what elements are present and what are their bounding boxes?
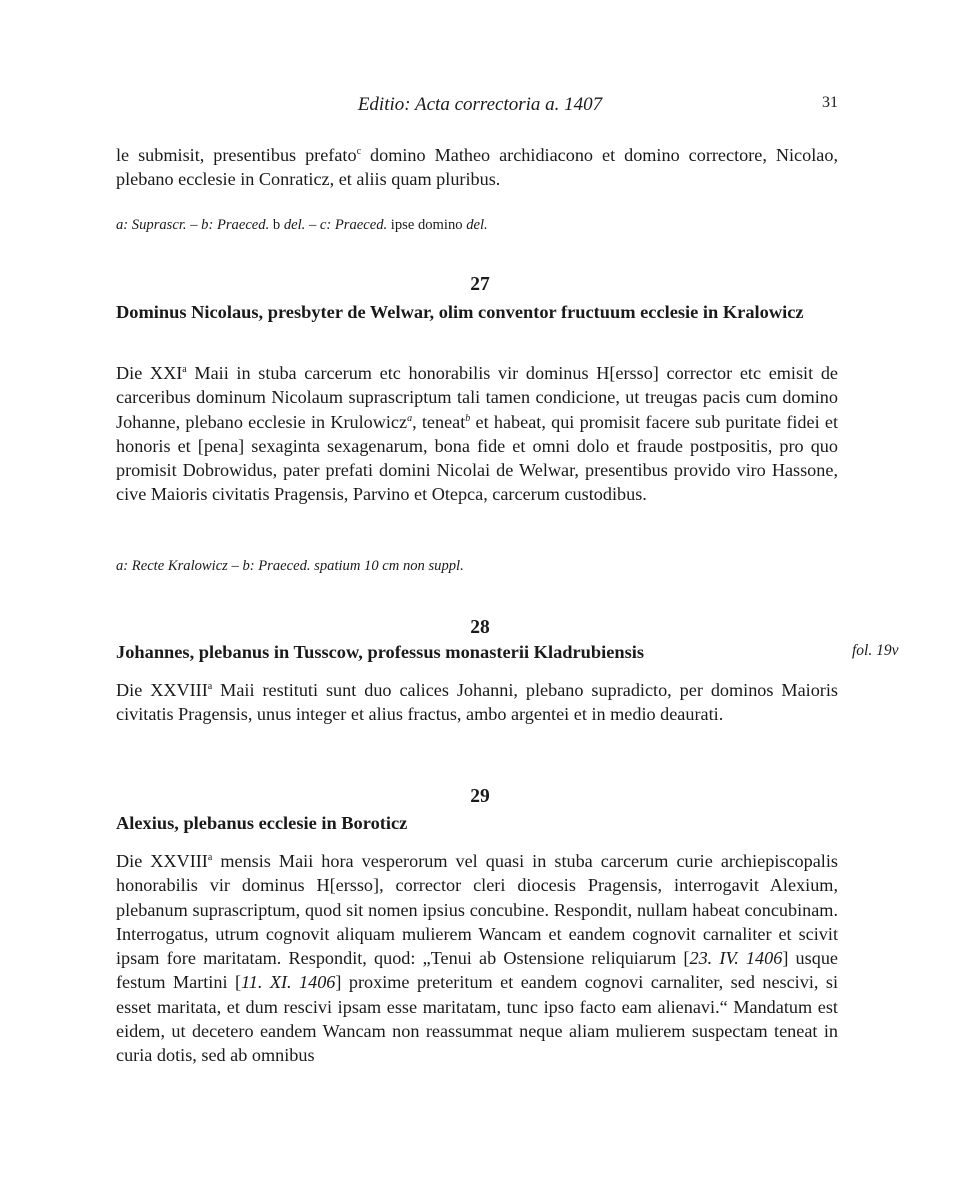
entry-26-text <box>116 143 838 192</box>
footnote-mark-b: b <box>465 412 471 424</box>
date-annotation: 11. XI. 1406 <box>241 972 336 993</box>
footnote-mark-c: c <box>356 145 362 157</box>
entry-heading-28: Johannes, plebanus in Tusscow, professus monasterii Kladrubiensis <box>116 642 645 662</box>
footnote-mark-a: a <box>207 680 213 692</box>
entry-number-28: 28 <box>470 617 490 638</box>
entry-26-notes <box>116 215 838 235</box>
entry-number-29: 29 <box>470 786 490 807</box>
entry-29-text-part: mensis Maii hora vesperorum vel quasi in stuba carcerum curie archiepiscopalis honorabilis vir dominus H[ersso], corrector cleri diocesis Pragensis, interrogavit Alexium, plebanum suprascriptum, quod sit nomen ipsius concubine. Respondit, nullam habeat concubinam. Interrogatus, utrum cognovit aliquam mulierem Wancam et eandem cognovit carnaliter et scivit ipsam fore maritatam. Respondit, quod: „Tenui ab Ostensione reliquiarum [ <box>116 851 838 969</box>
entry-26-text-part: le submisit, presentibus prefato <box>116 145 357 165</box>
note-b-word: b <box>269 217 284 233</box>
entry-number-27: 27 <box>470 274 490 295</box>
entry-27-text-part: Die XXI <box>116 363 183 383</box>
entry-27-text-part: , teneat <box>412 411 466 432</box>
note-separator: – <box>305 217 320 233</box>
footnote-mark-a: a <box>182 363 187 375</box>
entry-27-text-part: et habeat, qui promisit facere sub puritate fidei et honoris et [pena] sexaginta sexagenarum, bona fide et omni dolo et fraude postpositis, pro quo promisit Dobrowidus, pater prefati domini Nicolai de Welwar, presentibus provido viro Hassone, cive Maioris civitatis Pragensis, Parvino et Otepca, carcerum custodibus. <box>116 411 839 505</box>
note-c-word: ipse domino <box>387 217 467 233</box>
entry-29-text-part: ] proxime preteritum et eandem cognovi carnaliter, sed nescivi, si esset maritata, et dum rescivi ipsam esse maritatam, tunc ipso facto eam alienavi.“ Mandatum est eidem, ut decetero eandem Wancam non reassummat neque aliam mulierem suspectam teneat in curia dotis, sed ab omnibus <box>116 972 838 1066</box>
entry-29-text <box>116 849 838 1068</box>
footnote-mark-a: a <box>207 851 213 863</box>
entry-26-text-part: domino Matheo archidiacono et domino correctore, Nicolao, plebano ecclesie in Conraticz, et aliis quam pluribus. <box>116 145 838 190</box>
entry-29-text-part: Die XXVIII <box>116 851 208 871</box>
note-a: a: Suprascr. <box>116 217 187 233</box>
entry-28-text <box>116 678 838 727</box>
entry-28-text-part: Die XXVIII <box>116 680 208 700</box>
note-b-label: b: Praeced. <box>201 217 270 233</box>
note-c-del: del. <box>466 217 488 233</box>
note-b-del: del. <box>283 217 306 233</box>
folio-reference: fol. 19v <box>852 642 899 659</box>
note-separator: – <box>186 217 202 233</box>
footnote-mark-a: a <box>407 412 413 424</box>
entry-heading-29: Alexius, plebanus ecclesie in Boroticz <box>116 813 408 833</box>
date-annotation: 23. IV. 1406 <box>689 948 783 969</box>
entry-heading-27: Dominus Nicolaus, presbyter de Welwar, olim conventor fructuum ecclesie in Kralowicz <box>116 302 804 322</box>
entry-29-text-part: ] usque festum Martini [ <box>116 948 838 993</box>
running-head: Editio: Acta correctoria a. 1407 <box>357 94 603 115</box>
page-number: 31 <box>822 94 838 111</box>
entry-27-notes: a: Recte Kralowicz – b: Praeced. spatium 10 cm non suppl. <box>116 558 464 574</box>
entry-27-text-part: Maii in stuba carcerum etc honorabilis vir dominus H[ersso] corrector etc emisit de carceribus dominum Nicolaum suprascriptum tali tamen condicione, ut treugas pacis cum domino Johanne, plebano ecclesie in Krulowicz <box>116 363 838 432</box>
note-c-label: c: Praeced. <box>319 217 388 233</box>
entry-27-text <box>116 361 838 507</box>
entry-28-text-part: Maii restituti sunt duo calices Johanni, plebano supradicto, per dominos Maioris civitatis Pragensis, unus integer et alius fractus, ambo argentei et in medio deaurati. <box>116 680 838 725</box>
